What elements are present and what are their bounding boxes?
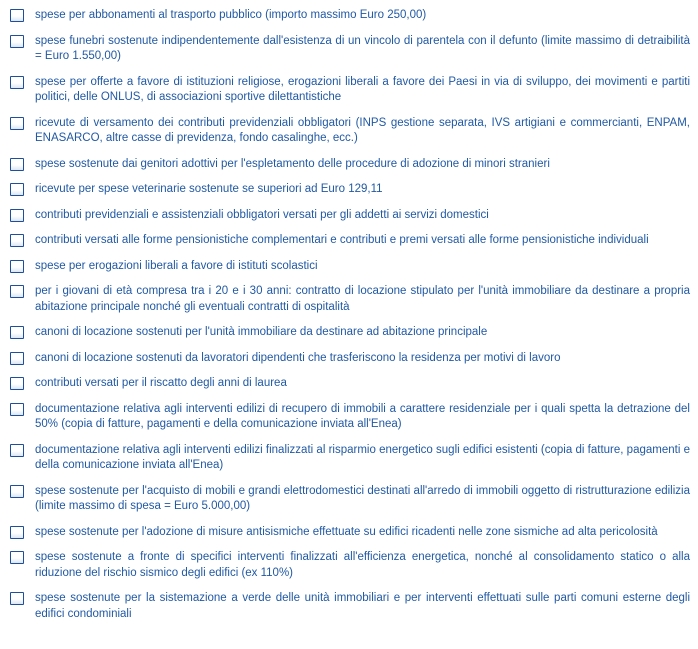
checklist-item-label: contributi versati alle forme pensionistiche complementari e contributi e premi versati alle forme pensionistiche individuali bbox=[35, 234, 649, 246]
checkbox[interactable] bbox=[10, 76, 24, 89]
checklist-item bbox=[10, 8, 690, 24]
checklist-item bbox=[10, 325, 690, 341]
checklist-item-label: spese per abbonamenti al trasporto pubblico (importo massimo Euro 250,00) bbox=[35, 9, 427, 21]
checklist-item bbox=[10, 550, 690, 581]
checklist-item bbox=[10, 182, 690, 198]
checkbox[interactable] bbox=[10, 285, 24, 298]
checkbox[interactable] bbox=[10, 260, 24, 273]
checkbox[interactable] bbox=[10, 209, 24, 222]
checklist-item-label: contributi previdenziali e assistenziali obbligatori versati per gli addetti ai servizi domestici bbox=[35, 208, 489, 221]
checklist-item-label: spese per offerte a favore di istituzioni religiose, erogazioni liberali a favore dei Paesi in via di sviluppo, dei movimenti e partiti politici, delle ONLUS, di associazioni sportive dilettantistiche bbox=[35, 75, 690, 103]
checkbox[interactable] bbox=[10, 35, 24, 48]
checkbox[interactable] bbox=[10, 9, 24, 22]
checklist-item bbox=[10, 116, 690, 147]
checklist-item bbox=[10, 351, 690, 367]
checkbox[interactable] bbox=[10, 444, 24, 457]
checklist-item-label: ricevute di versamento dei contributi previdenziali obbligatori (INPS gestione separata, IVS artigiani e commercianti, ENPAM, ENASARCO, altre casse di previdenza, fondo casalinghe, ecc.) bbox=[35, 116, 690, 144]
checklist-item-label: documentazione relativa agli interventi edilizi di recupero di immobili a carattere residenziale per i quali spetta la detrazione del 50% (copia di fatture, pagamenti e della comunicazione inviata all'Enea) bbox=[35, 402, 690, 430]
checkbox[interactable] bbox=[10, 403, 24, 416]
checkbox[interactable] bbox=[10, 352, 24, 365]
checklist-item-label: spese sostenute dai genitori adottivi per l'espletamento delle procedure di adozione di minori stranieri bbox=[35, 157, 550, 170]
checklist-item-label: spese sostenute a fronte di specifici interventi finalizzati all'efficienza energetica, nonché al consolidamento statico o alla riduzione del rischio sismico degli edifici (ex 110%) bbox=[35, 551, 690, 579]
checkbox[interactable] bbox=[10, 158, 24, 171]
checklist-item-label: canoni di locazione sostenuti per l'unità immobiliare da destinare ad abitazione principale bbox=[35, 326, 488, 338]
checklist-item-label: per i giovani di età compresa tra i 20 e i 30 anni: contratto di locazione stipulato per l'unità immobiliare da destinare a propria abitazione principale nonché gli eventuali contratti di ospitalità bbox=[35, 285, 690, 313]
checkbox[interactable] bbox=[10, 551, 24, 564]
checklist-item-label: contributi versati per il riscatto degli anni di laurea bbox=[35, 377, 287, 389]
checkbox[interactable] bbox=[10, 526, 24, 539]
checkbox[interactable] bbox=[10, 326, 24, 339]
checklist-item bbox=[10, 284, 690, 315]
checkbox[interactable] bbox=[10, 485, 24, 498]
checklist-item bbox=[10, 525, 690, 541]
checklist-item-label: spese funebri sostenute indipendentemente dall'esistenza di un vincolo di parentela con il defunto (limite massimo di detraibilità = Euro 1.550,00) bbox=[35, 34, 690, 62]
checkbox[interactable] bbox=[10, 183, 24, 196]
checklist-item bbox=[10, 591, 690, 622]
checklist-item-label: canoni di locazione sostenuti da lavoratori dipendenti che trasferiscono la residenza per motivi di lavoro bbox=[35, 351, 561, 364]
checklist-item-label: ricevute per spese veterinarie sostenute se superiori ad Euro 129,11 bbox=[35, 183, 383, 195]
checkbox[interactable] bbox=[10, 377, 24, 390]
checklist-item-label: spese per erogazioni liberali a favore di istituti scolastici bbox=[35, 259, 318, 272]
checklist-item bbox=[10, 75, 690, 106]
checklist-item-label: spese sostenute per la sistemazione a verde delle unità immobiliari e per interventi effettuati sulle parti comuni esterne degli edifici condominiali bbox=[35, 592, 690, 620]
checklist-item bbox=[10, 402, 690, 433]
checklist-item bbox=[10, 443, 690, 474]
checkbox[interactable] bbox=[10, 234, 24, 247]
checklist-item-label: documentazione relativa agli interventi edilizi finalizzati al risparmio energetico sugli edifici esistenti (copia di fatture, pagamenti e della comunicazione inviata all'Enea) bbox=[35, 443, 690, 471]
checklist-item bbox=[10, 233, 690, 249]
checkbox[interactable] bbox=[10, 592, 24, 605]
checklist-item bbox=[10, 259, 690, 275]
checkbox[interactable] bbox=[10, 117, 24, 130]
checklist-item bbox=[10, 208, 690, 224]
checklist-item bbox=[10, 376, 690, 392]
checklist-item-label: spese sostenute per l'acquisto di mobili e grandi elettrodomestici destinati all'arredo di immobili oggetto di ristrutturazione edilizia (limite massimo di spesa = Euro 5.000,00) bbox=[35, 484, 690, 512]
checklist-item bbox=[10, 484, 690, 515]
checklist-item bbox=[10, 157, 690, 173]
checklist-item-label: spese sostenute per l'adozione di misure antisismiche effettuate su edifici ricadenti nelle zone sismiche ad alta pericolosità bbox=[35, 525, 658, 538]
checklist-item bbox=[10, 34, 690, 65]
